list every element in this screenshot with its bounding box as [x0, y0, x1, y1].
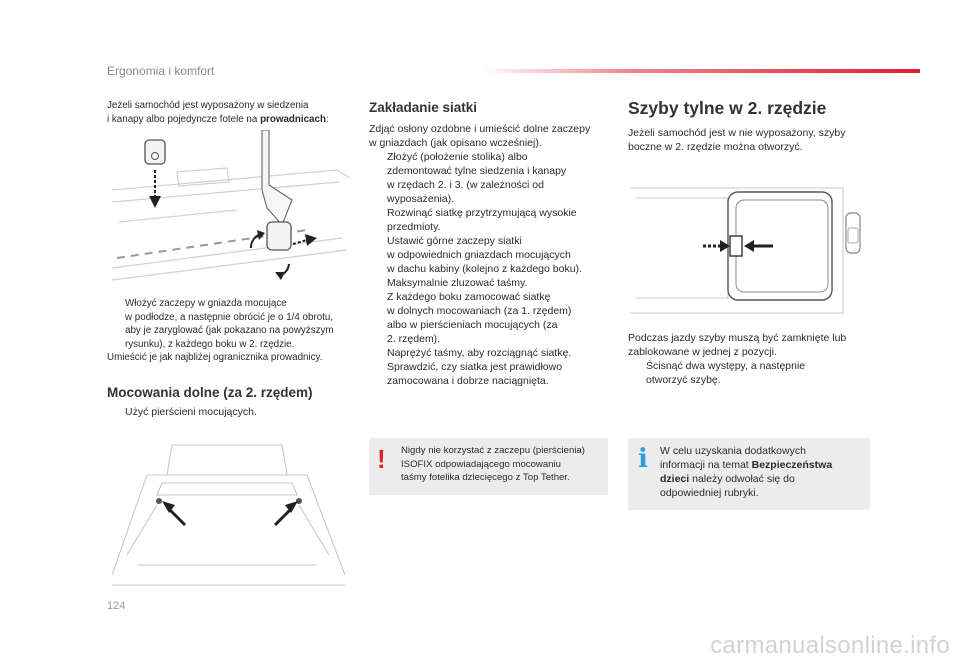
- info-icon: i: [638, 444, 648, 474]
- info-line: odpowiedniej rubryki.: [660, 487, 759, 499]
- col2-body: [369, 122, 609, 388]
- info-text: [660, 444, 865, 500]
- col2-bullet-line: Złożyć (położenie stolika) albo: [387, 151, 528, 163]
- col3-bullet: [628, 359, 873, 387]
- col3-bullet-line: Ścisnąć dwa występy, a następnie: [646, 360, 806, 372]
- col3-intro-line: Jeżeli samochód jest w nie wyposażony, szyby: [628, 127, 846, 139]
- warning-text: [401, 444, 606, 485]
- col2-bullet: [369, 360, 609, 388]
- col2-bullet-line: w dachu kabiny (kolejno z każdego boku).: [387, 263, 582, 275]
- col3-intro-line: boczne w 2. rzędzie można otworzyć.: [628, 141, 803, 153]
- section-title: Ergonomia i komfort: [107, 64, 215, 78]
- col2-bullet-line: w dolnych mocowaniach (za 1. rzędem): [387, 305, 572, 317]
- warning-line: Nigdy nie korzystać z zaczepu (pierścienia): [401, 445, 585, 456]
- col2-bullet-line: przedmioty.: [387, 221, 441, 233]
- col2-bullet-line: Rozwinąć siatkę przytrzymującą wysokie: [387, 207, 577, 219]
- warning-icon: !: [377, 444, 386, 474]
- col1-bullet1-line: Włożyć zaczepy w gniazda mocujące: [125, 298, 287, 309]
- col2-bullet-line: Ustawić górne zaczepy siatki: [387, 235, 522, 247]
- col2-bullet: [369, 206, 609, 234]
- col2-bullet: [369, 234, 609, 276]
- watermark: carmanualsonline.info: [710, 632, 950, 659]
- rear-window-illustration: [628, 178, 871, 323]
- col2-bullet-line: w odpowiednich gniazdach mocujących: [387, 249, 571, 261]
- col1-bullet1-line: rysunku), z każdego boku w 2. rzędzie.: [125, 338, 295, 350]
- col1-intro: [107, 99, 352, 126]
- col3-after-line: Podczas jazdy szyby muszą być zamknięte lub: [628, 332, 847, 344]
- col3-intro: [628, 126, 873, 154]
- col2-bullet-line: wyposażenia).: [387, 193, 455, 205]
- col1-bullet1: [107, 297, 357, 365]
- col1-bullet2-text: Użyć pierścieni mocujących.: [125, 406, 257, 418]
- col2-bullet: [369, 346, 609, 360]
- heading-net-fitting: Zakładanie siatki: [369, 100, 478, 115]
- info-box: [628, 438, 870, 510]
- col3-bullet-line: otworzyć szybę.: [646, 374, 721, 386]
- col1-intro-line1: Jeżeli samochód jest wyposażony w siedzenia: [107, 100, 309, 111]
- col2-bullet: [369, 276, 609, 290]
- warning-box: [369, 438, 608, 495]
- col2-bullet-line: 2. rzędem).: [387, 333, 441, 345]
- col1-after-line: Umieścić je jak najbliżej ogranicznika prowadnicy.: [107, 352, 323, 363]
- col2-intro-line: w gniazdach (jak opisano wcześniej).: [369, 137, 542, 149]
- col1-bullet2: [107, 405, 352, 419]
- col2-bullet: [369, 290, 609, 346]
- col2-bullet-line: Sprawdzić, czy siatka jest prawidłowo: [387, 361, 563, 373]
- page-number: 124: [107, 600, 126, 612]
- heading-lower-anchorages: Mocowania dolne (za 2. rzędem): [107, 385, 313, 400]
- col2-bullet-line: zdemontować tylne siedzenia i kanapy: [387, 165, 567, 177]
- info-line: informacji na temat Bezpieczeństwa: [660, 459, 833, 471]
- col2-intro-line: Zdjąć osłony ozdobne i umieścić dolne zaczepy: [369, 123, 591, 135]
- col2-bullet-line: w rzędach 2. i 3. (w zależności od: [387, 179, 544, 191]
- col2-bullet-line: Maksymalnie zluzować taśmy.: [387, 277, 528, 289]
- col2-bullet-line: zamocowana i dobrze naciągnięta.: [387, 375, 549, 387]
- heading-rear-windows: Szyby tylne w 2. rzędzie: [628, 98, 827, 118]
- col2-bullet-line: Naprężyć taśmy, aby rozciągnąć siatkę.: [387, 347, 572, 359]
- info-line: W celu uzyskania dodatkowych: [660, 445, 806, 457]
- rail-hook-illustration: [107, 130, 350, 290]
- col2-bullet-line: Z każdego boku zamocować siatkę: [387, 291, 551, 303]
- col1-bullet1-line: aby je zaryglować (jak pokazano na powyższym: [125, 325, 334, 336]
- warning-line: ISOFIX odpowiadającego mocowaniu: [401, 458, 561, 470]
- warning-line: taśmy fotelika dziecięcego z Top Tether.: [401, 472, 570, 483]
- col2-bullet: [369, 150, 609, 206]
- col1-intro-line2: i kanapy albo pojedyncze fotele na prowadnicach:: [107, 113, 329, 125]
- header-rule: [480, 69, 920, 73]
- col3-after-line: zablokowane w jednej z pozycji.: [628, 346, 777, 358]
- col3-after: [628, 331, 873, 387]
- col1-bullet1-line: w podłodze, a następnie obrócić je o 1/4 obrotu,: [125, 311, 334, 323]
- col2-bullet-line: albo w pierścieniach mocujących (za: [387, 319, 558, 331]
- info-line: dzieci należy odwołać się do: [660, 473, 795, 485]
- floor-rings-illustration: [107, 435, 350, 590]
